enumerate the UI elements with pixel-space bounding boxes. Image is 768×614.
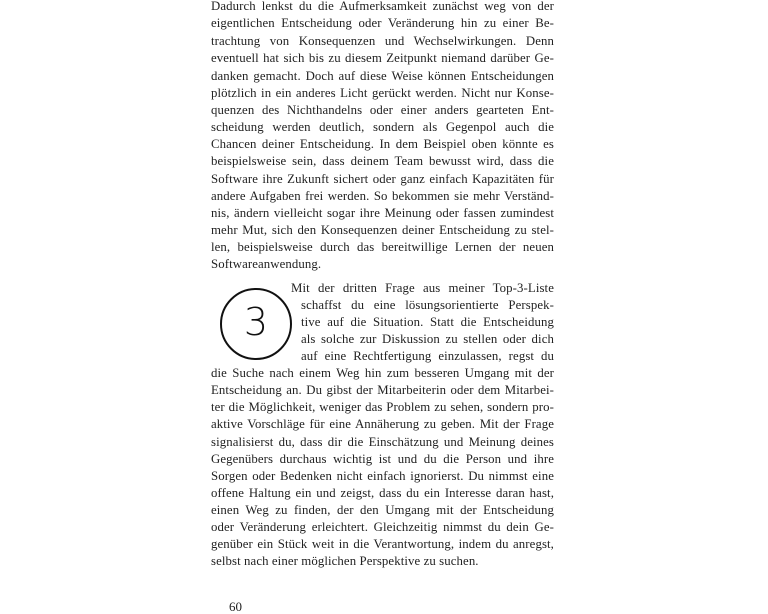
text-line: Entscheidung an. Du gibst der Mitarbeiterin oder dem Mitarbei- [211,383,554,397]
text-line: eventuell hat sich bis zu diesem Zeitpunkt niemand darüber Ge- [211,51,554,65]
text-line: eigentlichen Entscheidung oder Veränderung hin zu einer Be- [211,16,554,30]
text-line: Gegenübers durchaus wichtig ist und du die Person und ihre [211,452,554,466]
text-line: beispielsweise sein, dass deinem Team bewusst wird, dass die [211,154,554,168]
text-line: Chancen deiner Entscheidung. In dem Beispiel oben könnte es [211,137,554,151]
text-line: nis, ändern vielleicht sogar ihre Meinung oder fassen zumindest [211,206,554,220]
text-line: aktive Vorschläge für eine Annäherung zu geben. Mit der Frage [211,417,554,431]
text-line: als solche zur Diskussion zu stellen oder dich [301,332,554,346]
text-line: len, beispielsweise durch das bereitwillige Lernen der neuen [211,240,554,254]
page-number: 60 [229,599,242,614]
text-line: Softwareanwendung. [211,257,322,271]
text-line: tive auf die Situation. Statt die Entscheidung [301,315,554,329]
text-line: selbst nach einer möglichen Perspektive zu suchen. [211,554,479,568]
text-line: auf eine Rechtfertigung einzulassen, regst du [301,349,554,363]
drop-number: 3 [243,300,269,344]
text-line: ter die Möglichkeit, weniger das Problem zu sehen, sondern pro- [211,400,554,414]
text-line: mehr Mut, sich den Konsequenzen deiner Entscheidung zu stel- [211,223,554,237]
drop-number-circle [220,288,292,360]
text-line: die Suche nach einem Weg hin zum besseren Umgang mit der [211,366,554,380]
text-line: plötzlich in ein anderes Licht gerückt werden. Nicht nur Konse- [211,86,554,100]
text-line: schaffst du eine lösungsorientierte Perspek- [301,298,554,312]
text-line: Dadurch lenkst du die Aufmerksamkeit zunächst weg von der [211,0,554,13]
text-line: einen Weg zu finden, der den Umgang mit der Entscheidung [211,503,554,517]
text-line: genüber ein Stück weit in die Verantwortung, indem du anregst, [211,537,554,551]
text-line: Software ihre Zukunft sichert oder ganz einfach Kapazitäten für [211,172,554,186]
text-line: andere Aufgaben frei werden. So bekommen sie mehr Verständ- [211,189,554,203]
text-line: quenzen des Nichthandelns oder einer anders gearteten Ent- [211,103,554,117]
text-line: oder Veränderung erleichtert. Gleichzeitig nimmst du dein Ge- [211,520,554,534]
text-line: danken gemacht. Doch auf diese Weise können Entscheidungen [211,69,554,83]
text-line: offene Haltung ein und zeigst, dass du ein Interesse daran hast, [211,486,554,500]
text-line: signalisierst du, dass dir die Einschätzung und Meinung deines [211,435,554,449]
text-line: scheidung werden deutlich, sondern als Gegenpol auch die [211,120,554,134]
text-line: Mit der dritten Frage aus meiner Top-3-Liste [291,281,554,295]
text-line: Sorgen oder Bedenken nicht einfach ignorierst. Du nimmst eine [211,469,554,483]
text-line: trachtung von Konsequenzen und Wechselwirkungen. Denn [211,34,554,48]
